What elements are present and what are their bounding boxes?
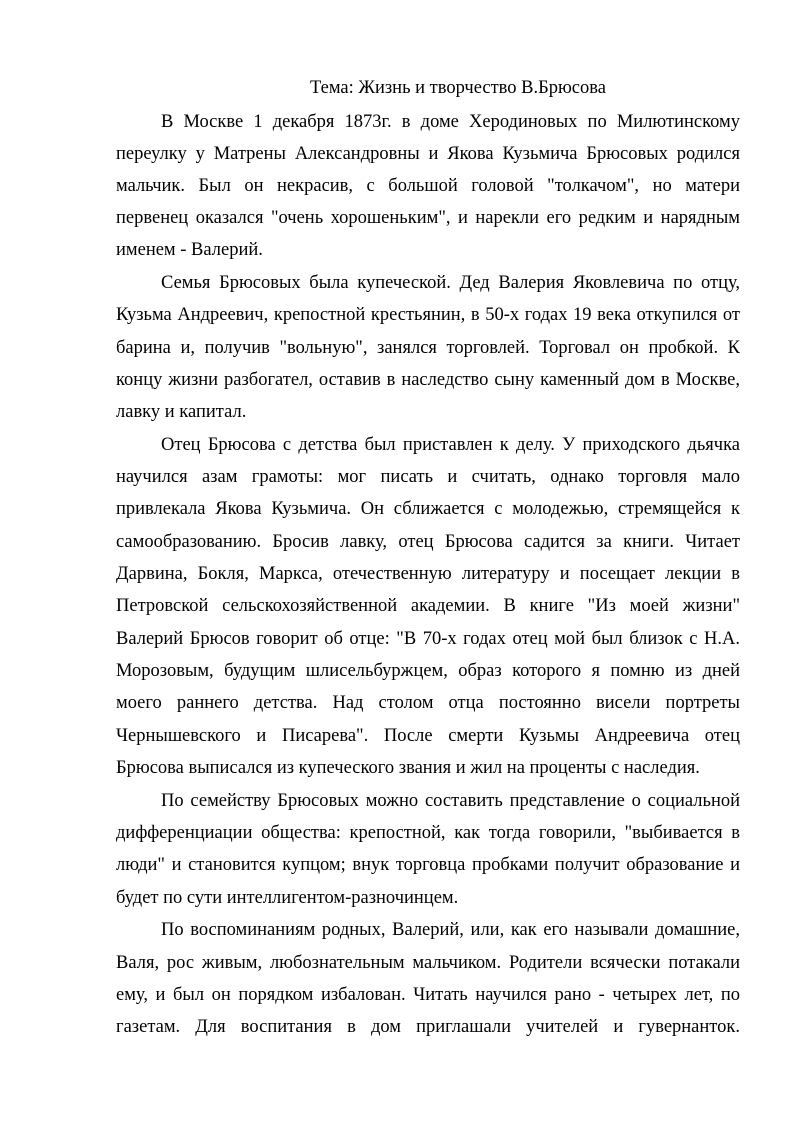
paragraph-4-line-1: По семейству Брюсовых можно составить представление о социальной [161, 791, 740, 811]
paragraph-3-line-1: Отец Брюсова с детства был приставлен к делу. У приходского дьячка [161, 435, 740, 455]
paragraph-1-line-4: первенец оказался "очень хорошеньким", и нарекли его редким и нарядным [116, 208, 740, 228]
paragraph-4-line-3: люди" и становится купцом; внук торговца пробками получит образование и [116, 855, 740, 875]
paragraph-3-line-2: научился азам грамоты: мог писать и считать, однако торговля мало [116, 467, 740, 487]
paragraph-5-line-2: Валя, рос живым, любознательным мальчиком. Родители всячески потакали [116, 953, 740, 973]
paragraph-2-line-4: концу жизни разбогател, оставив в наследство сыну каменный дом в Москве, [116, 370, 740, 390]
paragraph-1-line-1: В Москве 1 декабря 1873г. в доме Херодиновых по Милютинскому [161, 112, 740, 132]
paragraph-1-line-5: именем - Валерий. [116, 240, 263, 260]
paragraph-3-line-10: Чернышевского и Писарева". После смерти Кузьмы Андреевича отец [116, 726, 740, 746]
paragraph-5-line-4: газетам. Для воспитания в дом приглашали учителей и гувернанток. [116, 1017, 740, 1037]
paragraph-2-line-3: барина и, получив "вольную", занялся торговлей. Торговал он пробкой. К [116, 338, 740, 358]
document-title: Тема: Жизнь и творчество В.Брюсова [310, 78, 606, 98]
paragraph-2-line-1: Семья Брюсовых была купеческой. Дед Валерия Яковлевича по отцу, [161, 273, 740, 293]
paragraph-3-line-4: самообразованию. Бросив лавку, отец Брюсова садится за книги. Читает [116, 532, 740, 552]
paragraph-1-line-3: мальчик. Был он некрасив, с большой головой "толкачом", но матери [116, 176, 740, 196]
paragraph-3-line-5: Дарвина, Бокля, Маркса, отечественную литературу и посещает лекции в [116, 564, 740, 584]
paragraph-5-line-1: По воспоминаниям родных, Валерий, или, как его называли домашние, [161, 920, 740, 940]
paragraph-3-line-9: моего раннего детства. Над столом отца постоянно висели портреты [116, 693, 740, 713]
paragraph-4-line-2: дифференциации общества: крепостной, как тогда говорили, "выбивается в [116, 823, 740, 843]
paragraph-4-line-4: будет по сути интеллигентом-разночинцем. [116, 888, 459, 908]
paragraph-3-line-11: Брюсова выписался из купеческого звания и жил на проценты с наследия. [116, 758, 700, 778]
paragraph-2-line-2: Кузьма Андреевич, крепостной крестьянин, в 50-х годах 19 века откупился от [116, 305, 740, 325]
paragraph-3-line-8: Морозовым, будущим шлисельбуржцем, образ которого я помню из дней [116, 661, 740, 681]
paragraph-2-line-5: лавку и капитал. [116, 402, 247, 422]
paragraph-1-line-2: переулку у Матрены Александровны и Якова Кузьмича Брюсовых родился [116, 144, 740, 164]
paragraph-3-line-3: привлекала Якова Кузьмича. Он сближается с молодежью, стремящейся к [116, 499, 740, 519]
paragraph-5-line-3: ему, и был он порядком избалован. Читать научился рано - четырех лет, по [116, 985, 740, 1005]
paragraph-3-line-7: Валерий Брюсов говорит об отце: "В 70-х годах отец мой был близок с Н.А. [116, 629, 740, 649]
paragraph-3-line-6: Петровской сельскохозяйственной академии. В книге "Из моей жизни" [116, 596, 740, 616]
